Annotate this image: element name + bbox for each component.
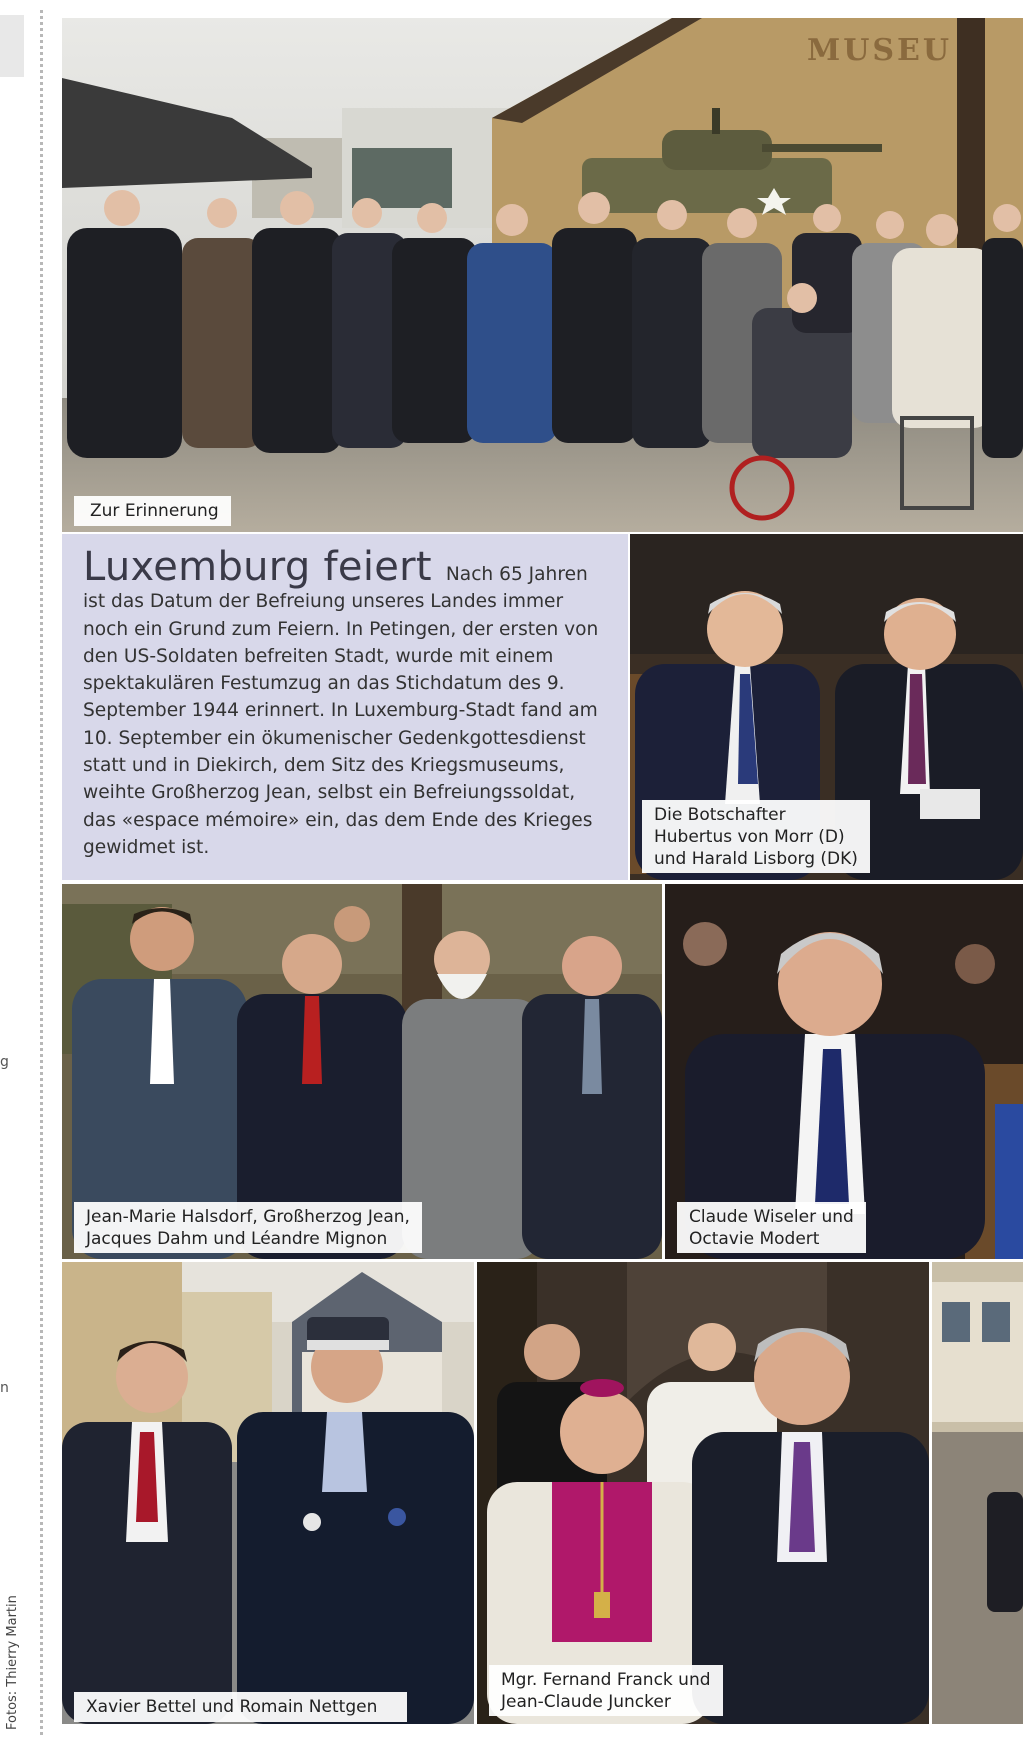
photo-grand-duke <box>62 884 662 1259</box>
photo-caption: Xavier Bettel und Romain Nettgen <box>74 1692 407 1722</box>
photo-caption: Claude Wiseler und Octavie Modert <box>677 1202 866 1253</box>
article-box <box>62 534 628 880</box>
photo-bettel-image <box>62 1262 474 1724</box>
photo-bettel <box>62 1262 474 1724</box>
photo-caption: Zur Erinnerung <box>74 496 231 526</box>
photo-street <box>932 1262 1023 1724</box>
dotted-margin-rule <box>40 10 43 1735</box>
article-text <box>83 544 608 861</box>
photo-credit: Fotos: Thierry Martin <box>5 1595 20 1730</box>
photo-wiseler <box>665 884 1023 1259</box>
page-edge-tab <box>0 15 24 77</box>
photo-ambassadors <box>630 534 1023 880</box>
margin-text-fragment: g <box>0 1054 9 1070</box>
photo-caption: Mgr. Fernand Franck und Jean-Claude Juncker <box>489 1665 723 1716</box>
margin-text-fragment: n <box>0 1380 9 1396</box>
article-headline: Luxemburg feiert <box>83 544 432 590</box>
article-body: Nach 65 Jahren ist das Datum der Befreiung unseres Landes immer noch ein Grund zum Feiern. In Petingen, der ersten von den US-Soldaten befreiten Stadt, wurde mit einem spektakulären Festumzug an das Stichdatum des 9. September 1944 erinnert. In Luxemburg-Stadt fand am 10. September ein ökumenischer Gedenkgottesdienst statt und in Diekirch, dem Sitz des Kriegsmuseums, weihte Großherzog Jean, selbst ein Befreiungssoldat, das «espace mémoire» ein, das dem Ende des Krieges gewidmet ist. <box>83 564 599 858</box>
photo-caption: Die Botschafter Hubertus von Morr (D) und Harald Lisborg (DK) <box>642 800 870 873</box>
photo-franck-image <box>477 1262 929 1724</box>
photo-street-image <box>932 1262 1023 1724</box>
photo-veterans-image <box>62 18 1023 532</box>
photo-caption: Jean-Marie Halsdorf, Großherzog Jean, Jacques Dahm und Léandre Mignon <box>74 1202 422 1253</box>
museum-sign: MUSEU <box>807 33 953 68</box>
photo-franck <box>477 1262 929 1724</box>
photo-veterans <box>62 18 1023 532</box>
